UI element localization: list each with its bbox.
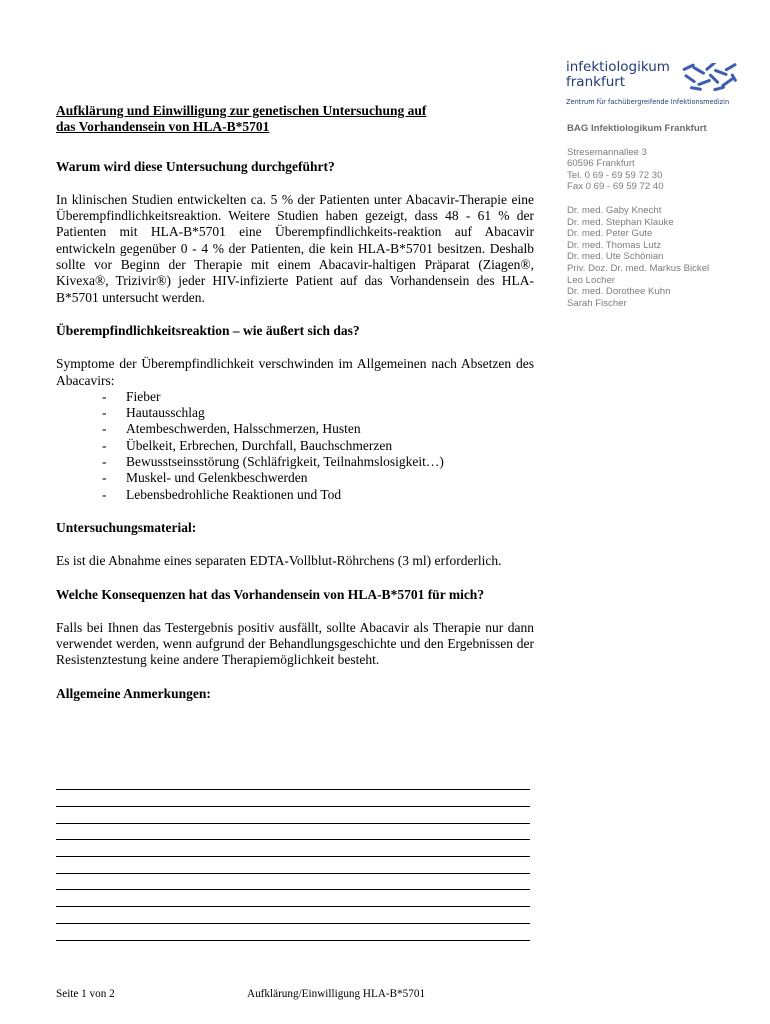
symptom-text: Atembeschwerden, Halsschmerzen, Husten <box>126 421 361 437</box>
logo-tagline: Zentrum für fachübergreifende Infektionsmedizin <box>566 98 730 106</box>
address-line: 60596 Frankfurt <box>567 158 635 170</box>
remark-line[interactable] <box>56 889 530 890</box>
list-item: - Übelkeit, Erbrechen, Durchfall, Bauchschmerzen <box>102 437 393 453</box>
remark-line[interactable] <box>56 839 530 840</box>
heading-purpose: Warum wird diese Untersuchung durchgeführt? <box>56 158 335 174</box>
remark-line[interactable] <box>56 873 530 874</box>
doctor-name: Dr. med. Thomas Lutz <box>567 239 662 251</box>
symptom-text: Bewusstseinsstörung (Schläfrigkeit, Teilnahmslosigkeit…) <box>126 454 444 470</box>
title-line-1: Aufklärung und Einwilligung zur genetischen Untersuchung auf <box>56 103 427 118</box>
symptom-text: Hautausschlag <box>126 405 205 421</box>
list-item: - Fieber <box>102 388 161 404</box>
doctor-name: Priv. Doz. Dr. med. Markus Bickel <box>567 262 710 274</box>
heading-reaction: Überempfindlichkeitsreaktion – wie äußert sich das? <box>56 322 360 338</box>
doctor-name: Leo Locher <box>567 274 616 286</box>
symptom-text: Lebensbedrohliche Reaktionen und Tod <box>126 486 342 502</box>
list-item: - Lebensbedrohliche Reaktionen und Tod <box>102 486 342 502</box>
remark-line[interactable] <box>56 906 530 907</box>
title-line-2: das Vorhandensein von HLA-B*5701 <box>56 119 270 135</box>
heading-material: Untersuchungsmaterial: <box>56 519 197 535</box>
logo-line-2: frankfurt <box>566 74 626 90</box>
list-item: - Bewusstseinsstörung (Schläfrigkeit, Teilnahmslosigkeit…) <box>102 454 444 470</box>
symptom-list <box>56 389 534 503</box>
paragraph-purpose: In klinischen Studien entwickelten ca. 5 % der Patienten unter Abacavir-Therapie eine Überempfindlichkeitsreaktion. Weitere Studien haben gezeigt, dass 48 - 61 % der Patienten mit HLA-B*5701 eine Überempfindlichkeits-reaktion auf Abacavir entwickeln gegenüber 0 - 4 % der Patienten, die kein HLA-B*5701 besitzen. Deshalb sollte vor Beginn der Therapie mit einem Abacavir-haltigen Präparat (Ziagen®, Kivexa®, Trizivir®) jeder HIV-infizierte Patient auf das Vorhandensein des HLA-B*5701 untersucht werden. <box>56 191 534 305</box>
heading-consequences: Welche Konsequenzen hat das Vorhandensein von HLA-B*5701 für mich? <box>56 586 485 602</box>
remark-line[interactable] <box>56 923 530 924</box>
consent-document-body <box>56 103 534 702</box>
list-item: - Hautausschlag <box>102 405 205 421</box>
phone-line: Tel. 0 69 - 69 59 72 30 <box>567 169 663 181</box>
letterhead-sidebar <box>567 123 757 321</box>
heading-remarks: Allgemeine Anmerkungen: <box>56 685 211 701</box>
footer-doc-title: Aufklärung/Einwilligung HLA-B*5701 <box>247 988 426 1000</box>
document-title <box>56 103 534 136</box>
doctor-list <box>567 205 757 309</box>
logo-line-1: infektiologikum <box>566 59 670 75</box>
doctor-name: Dr. med. Ute Schönian <box>567 251 664 263</box>
address-block <box>567 147 757 193</box>
doctor-name: Dr. med. Dorothee Kuhn <box>567 286 671 298</box>
symptom-text: Muskel- und Gelenkbeschwerden <box>126 470 308 486</box>
address-line: Stresemannallee 3 <box>567 146 647 158</box>
remark-line[interactable] <box>56 806 530 807</box>
remark-line[interactable] <box>56 823 530 824</box>
remark-line[interactable] <box>56 856 530 857</box>
symptom-text: Fieber <box>126 388 161 404</box>
fax-line: Fax 0 69 - 69 59 72 40 <box>567 181 664 193</box>
paragraph-consequences: Falls bei Ihnen das Testergebnis positiv ausfällt, sollte Abacavir als Therapie nur dann verwendet werden, wenn aufgrund der Behandlungsgeschichte und den Ergebnissen der Resistenztestung keine andere Therapiemöglichkeit besteht. <box>56 619 534 668</box>
doctor-name: Sarah Fischer <box>567 297 627 309</box>
doctor-name: Dr. med. Gaby Knecht <box>567 204 662 216</box>
logo-wordmark <box>566 60 670 90</box>
remark-line[interactable] <box>56 940 530 941</box>
paragraph-reaction: Symptome der Überempfindlichkeit verschwinden im Allgemeinen nach Absetzen des Abacavirs: <box>56 356 534 388</box>
infektiologikum-logo <box>566 60 742 110</box>
paragraph-material: Es ist die Abnahme eines separaten EDTA-Vollblut-Röhrchens (3 ml) erforderlich. <box>56 553 502 569</box>
page-number: Seite 1 von 2 <box>56 988 115 1000</box>
practice-name: BAG Infektiologikum Frankfurt <box>567 123 707 134</box>
symptom-text: Übelkeit, Erbrechen, Durchfall, Bauchschmerzen <box>126 437 393 453</box>
doctor-name: Dr. med. Peter Gute <box>567 228 653 240</box>
list-item: - Atembeschwerden, Halsschmerzen, Husten <box>102 421 361 437</box>
doctor-name: Dr. med. Stephan Klauke <box>567 216 674 228</box>
remark-line[interactable] <box>56 789 530 790</box>
bacteria-logo-icon <box>680 63 740 93</box>
list-item: - Muskel- und Gelenkbeschwerden <box>102 470 308 486</box>
